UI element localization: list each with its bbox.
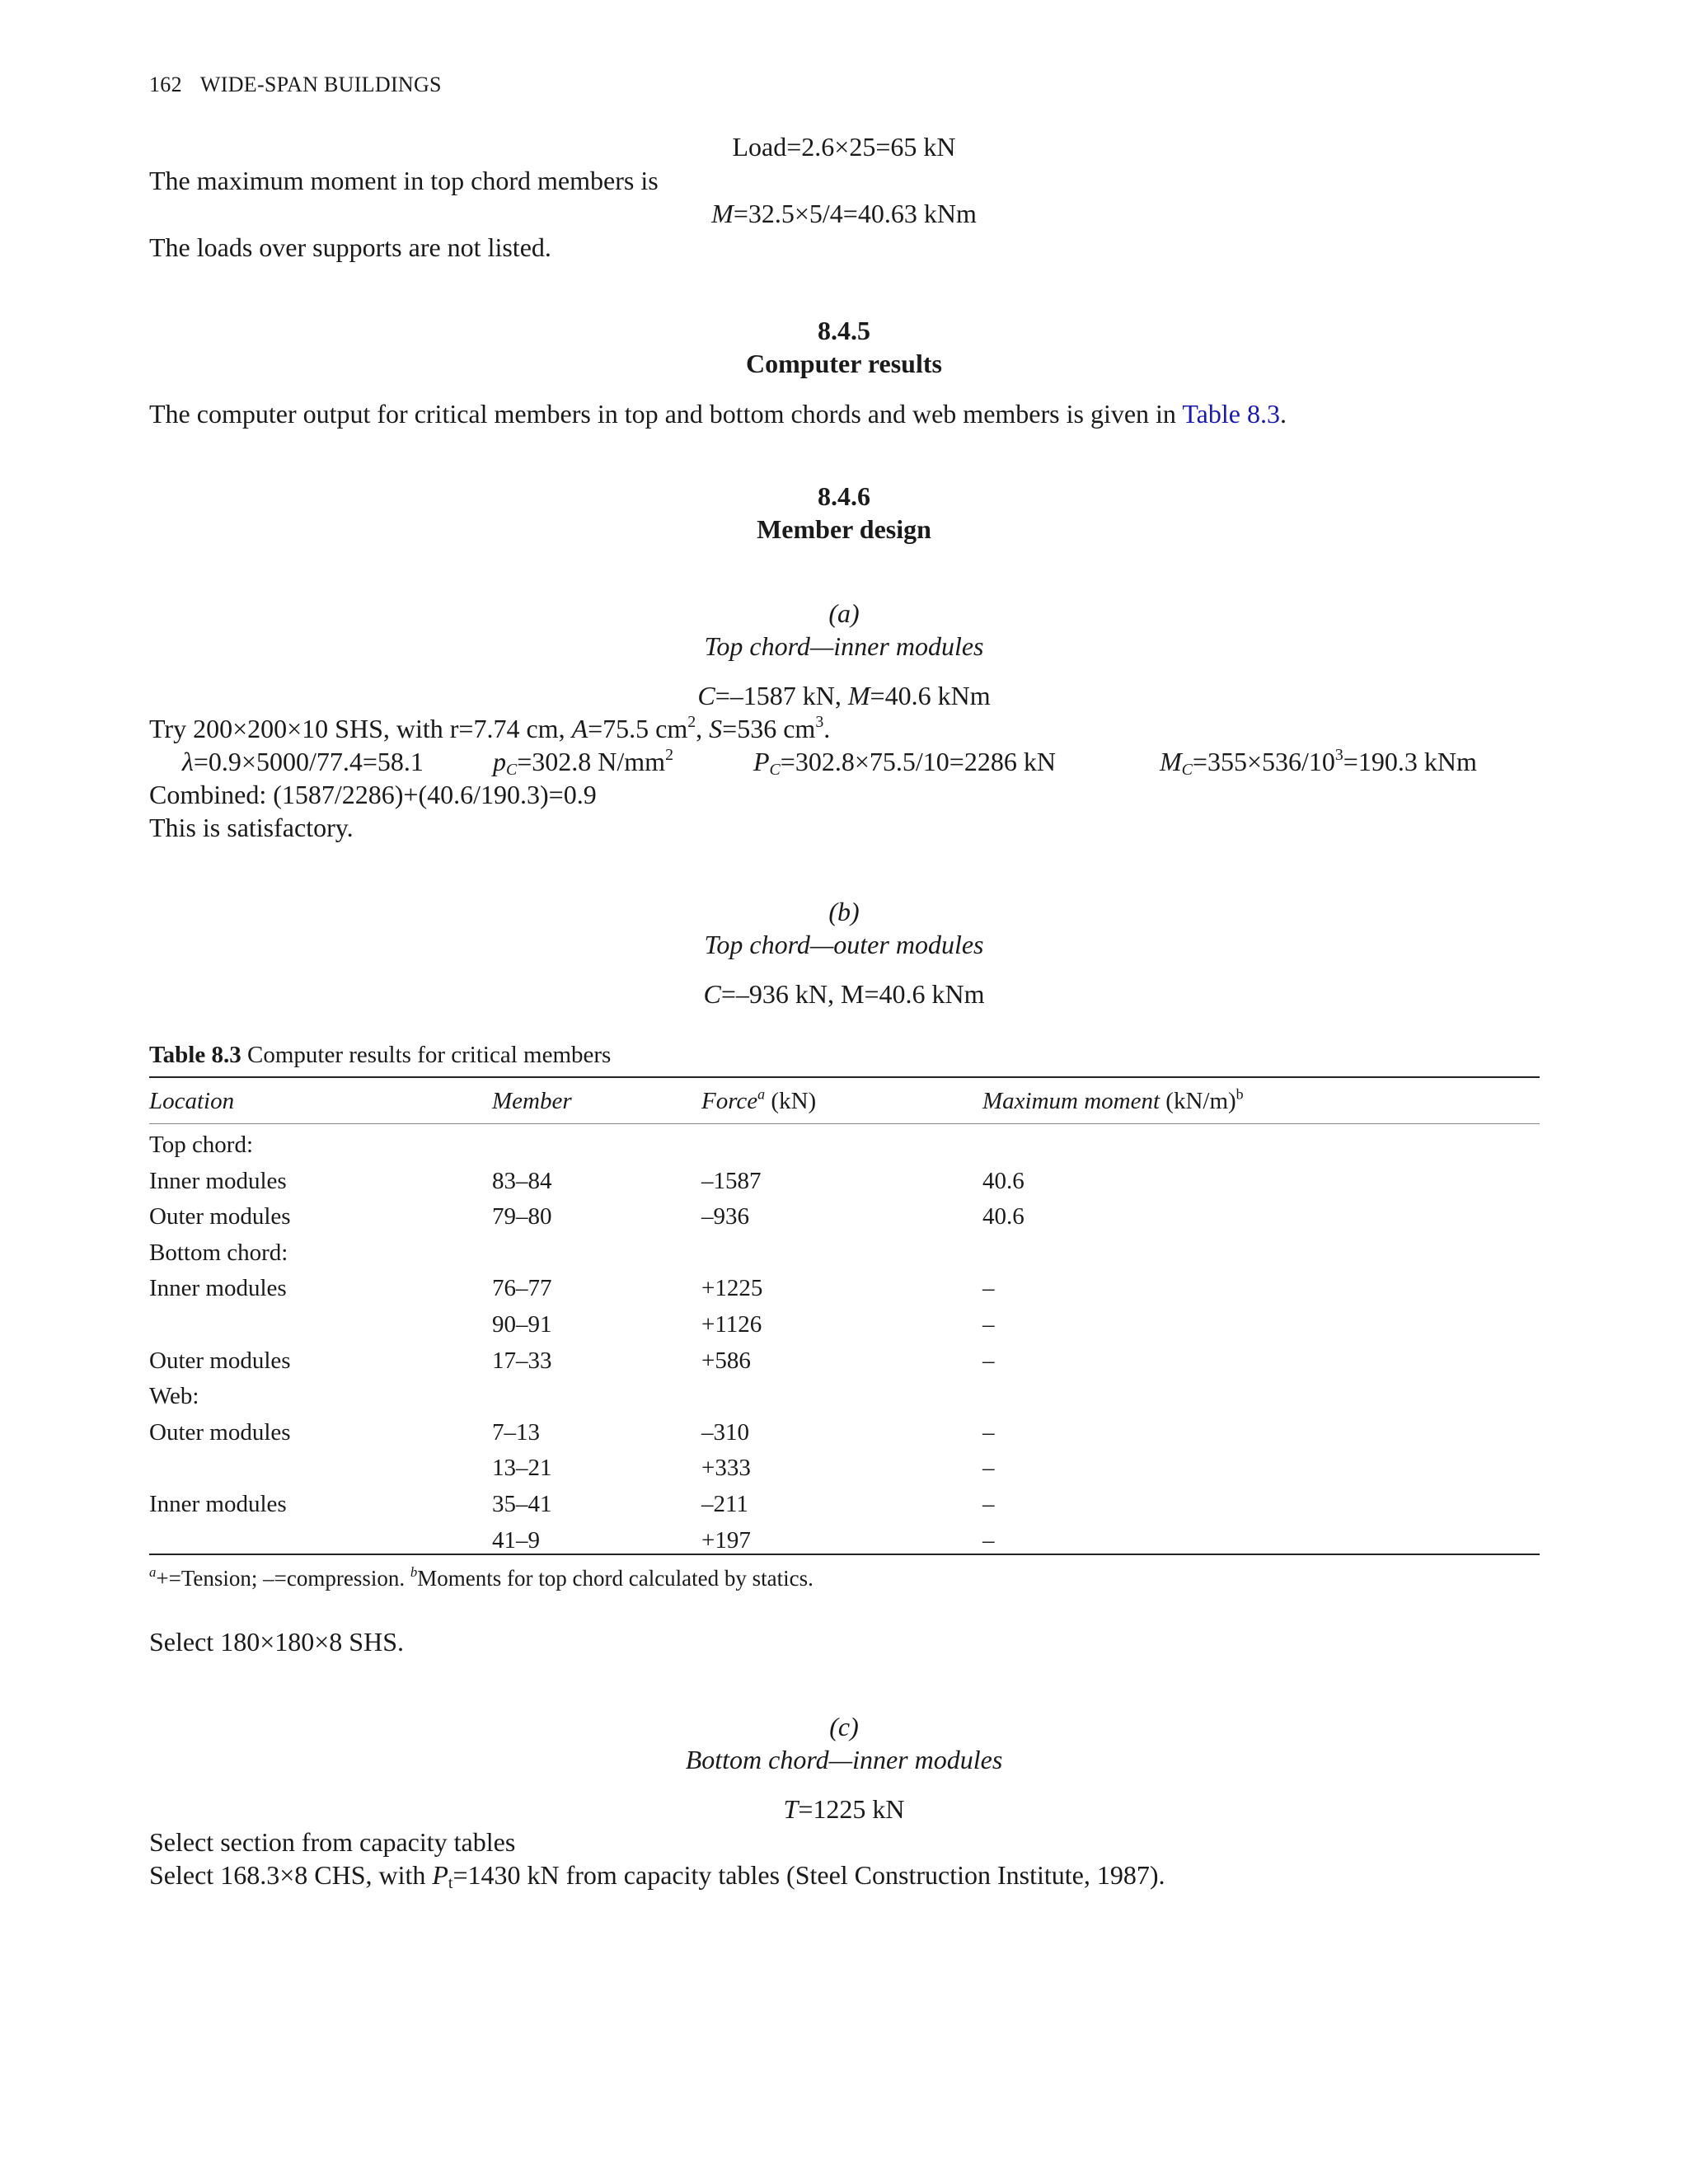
- moment-capacity-calc: $M_C=355\times 536/10^3=190.3$ kNm: [1160, 746, 1477, 779]
- part-c-line1: Select section from capacity tables: [149, 1827, 516, 1857]
- part-a-title: Top chord—inner modules: [704, 631, 984, 661]
- moment-equation: M=32.5×5/4=40.63 kNm: [711, 199, 977, 228]
- table-cell-member: 90–91: [492, 1311, 552, 1338]
- table-cell-member: 83–84: [492, 1167, 552, 1194]
- part-b-title: Top chord—outer modules: [704, 930, 984, 959]
- table-footnote: $^a$+=Tension; –=compression. $^b$Moments for top chord calculated by statics.: [149, 1564, 814, 1591]
- table-cell-force: –211: [701, 1491, 748, 1517]
- table-cell-moment: –: [982, 1455, 995, 1482]
- table-cell-force: +197: [701, 1526, 751, 1554]
- table-caption: Table 8.3 Computer results for critical members: [149, 1042, 612, 1068]
- table-header-moment: Maximum moment $(kN/m)^b$: [982, 1085, 1244, 1114]
- part-c-title: Bottom chord—inner modules: [685, 1745, 1003, 1774]
- section-number-845: 8.4.5: [818, 316, 870, 345]
- table-cell-location: Outer modules: [149, 1203, 291, 1230]
- table-top-rule: [149, 1076, 1540, 1078]
- table-cell-moment: –: [982, 1491, 995, 1517]
- table-cell-moment: –: [982, 1526, 995, 1554]
- table-cell-member: 41–9: [492, 1526, 540, 1554]
- table-cell-force: –310: [701, 1418, 749, 1446]
- table-8-3-link[interactable]: Table 8.3: [1182, 399, 1280, 429]
- table-cell-moment: –: [982, 1311, 995, 1338]
- table-cell-force: +1225: [701, 1275, 763, 1302]
- table-header-rule: [149, 1123, 1540, 1124]
- section-title-845: Computer results: [746, 349, 942, 378]
- part-a-try-section: Try 200×200×10 SHS, with r=7.74 cm, A=75.5 $cm^2$, S=536 $cm^3$.: [149, 713, 831, 743]
- table-header-member: Member: [492, 1088, 572, 1114]
- table-cell-moment: 40.6: [982, 1167, 1025, 1194]
- table-cell-member: 17–33: [492, 1347, 552, 1374]
- table-cell-location: Inner modules: [149, 1491, 287, 1517]
- table-cell-location: Inner modules: [149, 1167, 287, 1194]
- table-cell-location: Top chord:: [149, 1132, 254, 1158]
- page-number: 162: [149, 73, 182, 96]
- part-c-line2: Select 168.3×8 CHS, with $P_t=1430$ kN from capacity tables (Steel Construction Institute, 1987).: [149, 1860, 1165, 1892]
- table-cell-location: Web:: [149, 1383, 199, 1410]
- table-cell-force: –936: [701, 1203, 749, 1230]
- part-b-label: (b): [828, 897, 860, 926]
- table-cell-force: –1587: [701, 1167, 762, 1194]
- table-header-location: Location: [149, 1088, 235, 1114]
- satisfactory-note: This is satisfactory.: [149, 813, 354, 842]
- table-cell-location: Bottom chord:: [149, 1239, 288, 1266]
- table-cell-moment: –: [982, 1418, 995, 1446]
- table-header-force: Force$^a$ (kN): [701, 1085, 817, 1114]
- moment-sentence: The maximum moment in top chord members is: [149, 166, 659, 195]
- combined-check: Combined: (1587/2286)+(40.6/190.3)=0.9: [149, 780, 597, 809]
- table-cell-force: +1126: [701, 1311, 762, 1338]
- table-cell-force: +586: [701, 1347, 751, 1374]
- part-a-label: (a): [828, 598, 860, 628]
- running-title: WIDE-SPAN BUILDINGS: [199, 73, 442, 96]
- section-title-846: Member design: [757, 514, 931, 544]
- part-c-forces: T=1225 kN: [783, 1794, 905, 1824]
- load-equation: Load=2.6×25=65 kN: [732, 132, 956, 162]
- table-cell-member: 76–77: [492, 1275, 552, 1302]
- table-cell-location: Inner modules: [149, 1275, 287, 1302]
- table-cell-location: Outer modules: [149, 1347, 291, 1374]
- table-cell-force: +333: [701, 1455, 751, 1482]
- part-b-forces: C=–936 kN, M=40.6 kNm: [703, 979, 985, 1009]
- table-cell-location: Outer modules: [149, 1418, 291, 1446]
- table-cell-member: 7–13: [492, 1418, 540, 1446]
- table-bottom-rule: [149, 1554, 1540, 1555]
- supports-sentence: The loads over supports are not listed.: [149, 232, 551, 262]
- table-cell-member: 13–21: [492, 1455, 552, 1482]
- compression-resistance-calc: $P_C=302.8\times 75.5/10=2286$ kN: [753, 747, 1056, 779]
- computer-results-paragraph: The computer output for critical members in top and bottom chords and web members is given in Table 8.3.: [149, 399, 1287, 429]
- compressive-strength-calc: $p_C=302.8$ $N/mm^2$: [493, 746, 673, 779]
- table-cell-moment: –: [982, 1347, 995, 1374]
- running-header: [149, 73, 442, 97]
- part-c-label: (c): [829, 1712, 859, 1741]
- part-a-forces: C=–1587 kN, M=40.6 kNm: [697, 681, 991, 710]
- section-number-846: 8.4.6: [818, 481, 870, 511]
- table-cell-moment: 40.6: [982, 1203, 1025, 1230]
- table-cell-member: 35–41: [492, 1491, 552, 1517]
- table-cell-member: 79–80: [492, 1203, 552, 1230]
- slenderness-calc: λ=0.9×5000/77.4=58.1: [182, 747, 424, 776]
- table-cell-moment: –: [982, 1275, 995, 1302]
- part-b-selection: Select 180×180×8 SHS.: [149, 1627, 404, 1657]
